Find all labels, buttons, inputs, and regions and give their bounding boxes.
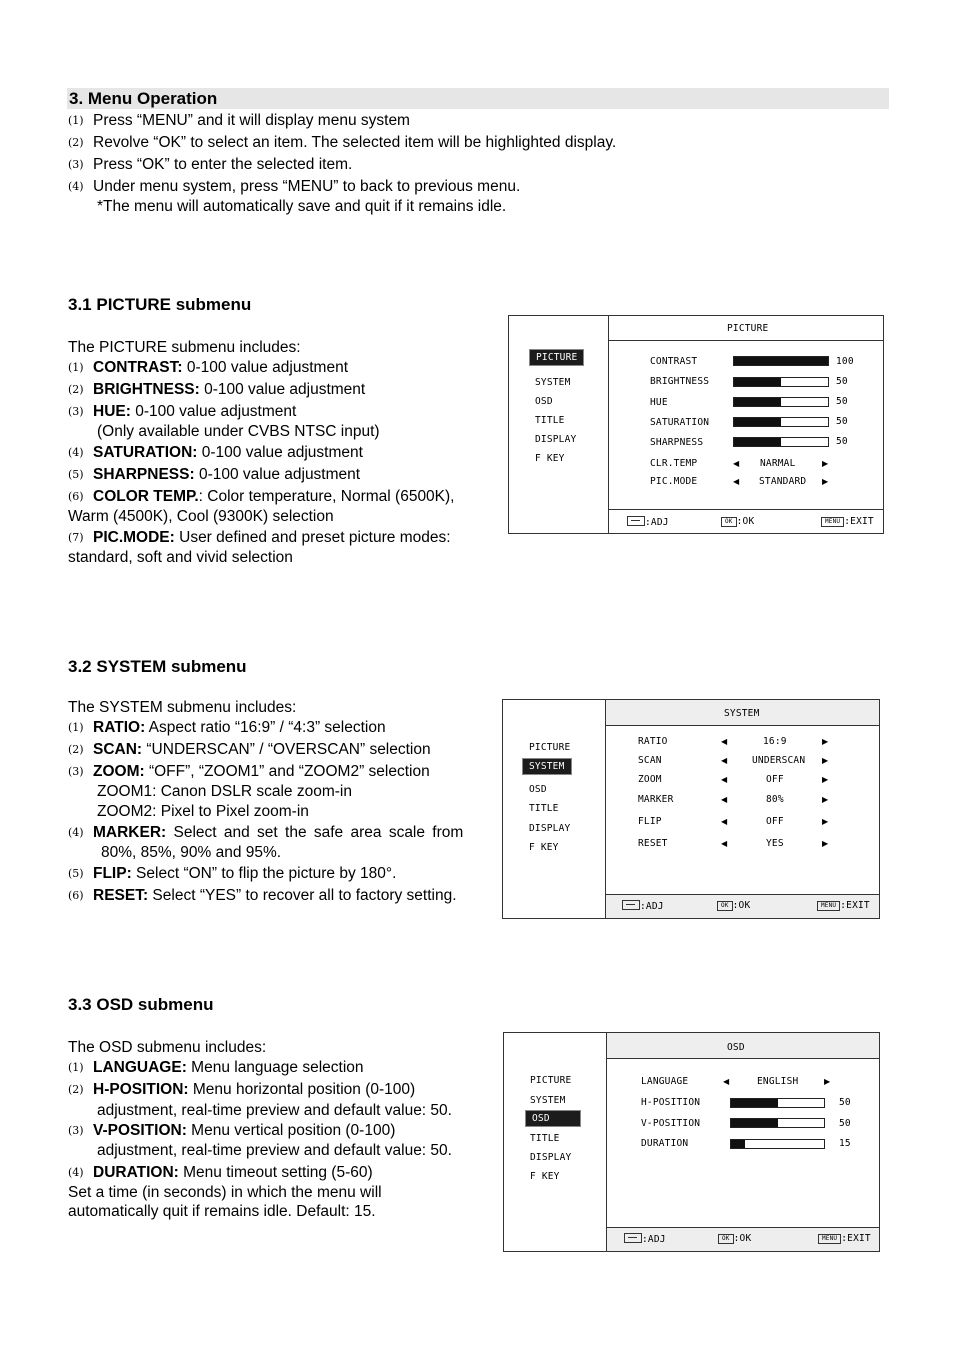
menu-header-rule bbox=[609, 340, 883, 341]
menu-row-value: 80% bbox=[766, 794, 784, 805]
slider-fill bbox=[731, 1099, 778, 1107]
sidebar-item-fkey[interactable]: F KEY bbox=[529, 842, 559, 853]
picture-menu-figure bbox=[508, 315, 884, 534]
ok-key-icon: OK bbox=[721, 517, 737, 527]
duration-cont-2: automatically quit if remains idle. Default: 15. bbox=[68, 1203, 376, 1220]
footer-adj bbox=[624, 1233, 666, 1245]
sidebar-item-picture[interactable]: PICTURE bbox=[529, 349, 584, 366]
item-num: (2) bbox=[68, 743, 84, 756]
item-text: Select “ON” to flip the picture by 180°. bbox=[131, 865, 397, 882]
menu-row-label: LANGUAGE bbox=[641, 1076, 689, 1087]
duration-slider[interactable] bbox=[730, 1139, 825, 1149]
item-num: (7) bbox=[68, 531, 84, 544]
item-text: Menu vertical position (0-100) bbox=[186, 1122, 396, 1139]
picture-item-brightness bbox=[68, 380, 365, 400]
item-label: DURATION: bbox=[93, 1164, 179, 1181]
item-num: (5) bbox=[68, 867, 84, 880]
menu-key-icon: MENU bbox=[817, 901, 840, 911]
item-text: 0-100 value adjustment bbox=[182, 359, 348, 376]
item-text: : Color temperature, Normal (6500K), bbox=[198, 488, 455, 505]
sidebar-item-system[interactable]: SYSTEM bbox=[530, 1095, 566, 1106]
left-arrow-icon[interactable]: ◀ bbox=[733, 459, 740, 468]
footer-adj bbox=[622, 900, 664, 912]
sidebar-item-fkey[interactable]: F KEY bbox=[535, 453, 565, 464]
sidebar-item-picture[interactable]: PICTURE bbox=[529, 742, 571, 753]
item-text: Select and set the safe area scale from bbox=[166, 824, 464, 841]
brightness-slider[interactable] bbox=[733, 377, 829, 387]
footer-exit-label: :EXIT bbox=[840, 900, 870, 911]
footer-ok bbox=[717, 900, 750, 911]
picture-item-sharpness bbox=[68, 465, 360, 485]
item-label: SCAN: bbox=[93, 741, 143, 758]
left-arrow-icon[interactable]: ◀ bbox=[721, 817, 728, 826]
item-label: MARKER: bbox=[93, 824, 167, 841]
osd-item-duration bbox=[68, 1163, 373, 1183]
menu-footer-rule bbox=[609, 509, 883, 510]
item-num: (4) bbox=[68, 826, 84, 839]
sidebar-item-osd[interactable]: OSD bbox=[535, 396, 553, 407]
item-text: Aspect ratio “16:9” / “4:3” selection bbox=[145, 719, 386, 736]
footer-ok bbox=[721, 516, 754, 527]
osd-item-vposition bbox=[68, 1121, 395, 1141]
left-arrow-icon[interactable]: ◀ bbox=[723, 1077, 730, 1086]
right-arrow-icon[interactable]: ▶ bbox=[822, 477, 829, 486]
slider-fill bbox=[734, 418, 781, 426]
menu-row-label: FLIP bbox=[638, 816, 662, 827]
system-menu-figure bbox=[502, 699, 880, 919]
left-arrow-icon[interactable]: ◀ bbox=[721, 737, 728, 746]
menu-row-value: 15 bbox=[839, 1138, 851, 1149]
menu-row-value: 50 bbox=[839, 1097, 851, 1108]
item-text: User defined and preset picture modes: bbox=[174, 529, 451, 546]
idle-note: *The menu will automatically save and quit if it remains idle. bbox=[97, 198, 507, 215]
item-num: (2) bbox=[68, 383, 84, 396]
menu-footer-rule bbox=[606, 894, 879, 895]
menu-row-label: BRIGHTNESS bbox=[650, 376, 710, 387]
step-4 bbox=[68, 177, 520, 197]
menu-divider bbox=[605, 700, 606, 918]
menu-row-label: PIC.MODE bbox=[650, 476, 698, 487]
item-num: (1) bbox=[68, 1061, 84, 1074]
menu-row-label: DURATION bbox=[641, 1138, 689, 1149]
system-item-flip bbox=[68, 864, 396, 884]
right-arrow-icon[interactable]: ▶ bbox=[824, 1077, 831, 1086]
slider-fill bbox=[734, 398, 781, 406]
picture-item-hue bbox=[68, 402, 296, 422]
item-text: “UNDERSCAN” / “OVERSCAN” selection bbox=[142, 741, 431, 758]
menu-row-value: 100 bbox=[836, 356, 854, 367]
hue-slider[interactable] bbox=[733, 397, 829, 407]
right-arrow-icon[interactable]: ▶ bbox=[822, 839, 829, 848]
zoom2-note: ZOOM2: Pixel to Pixel zoom-in bbox=[97, 803, 309, 820]
menu-row-value: 50 bbox=[839, 1118, 851, 1129]
right-arrow-icon[interactable]: ▶ bbox=[822, 795, 829, 804]
step-1 bbox=[68, 111, 410, 131]
system-item-zoom bbox=[68, 762, 430, 782]
menu-row-value: UNDERSCAN bbox=[752, 755, 806, 766]
item-num: (1) bbox=[68, 361, 84, 374]
sidebar-item-title[interactable]: TITLE bbox=[535, 415, 565, 426]
slider-fill bbox=[734, 438, 781, 446]
menu-divider bbox=[606, 1033, 607, 1251]
ok-key-icon: OK bbox=[718, 1234, 734, 1244]
duration-cont-1: Set a time (in seconds) in which the menu will bbox=[68, 1184, 382, 1201]
menu-header-rule bbox=[606, 725, 879, 726]
left-arrow-icon[interactable]: ◀ bbox=[721, 775, 728, 784]
menu-header-rule bbox=[607, 1058, 879, 1059]
item-num: (3) bbox=[68, 765, 84, 778]
item-text: Menu language selection bbox=[186, 1059, 364, 1076]
menu-row-value: 50 bbox=[836, 376, 848, 387]
footer-exit-label: :EXIT bbox=[841, 1233, 871, 1244]
menu-row-label: SHARPNESS bbox=[650, 437, 704, 448]
system-item-marker bbox=[68, 823, 486, 843]
slider-fill bbox=[734, 378, 781, 386]
h-position-slider[interactable] bbox=[730, 1098, 825, 1108]
item-num: (4) bbox=[68, 1166, 84, 1179]
picture-item-saturation bbox=[68, 443, 363, 463]
footer-adj-label: :ADJ bbox=[642, 1234, 666, 1245]
menu-row-value: OFF bbox=[766, 816, 784, 827]
item-label: H-POSITION: bbox=[93, 1081, 189, 1098]
menu-row-label: CLR.TEMP bbox=[650, 458, 698, 469]
item-text: 0-100 value adjustment bbox=[130, 403, 297, 420]
item-text: 0-100 value adjustment bbox=[197, 444, 363, 461]
sidebar-item-title[interactable]: TITLE bbox=[530, 1133, 560, 1144]
system-intro: The SYSTEM submenu includes: bbox=[68, 699, 297, 716]
item-num: (3) bbox=[68, 405, 84, 418]
left-arrow-icon[interactable]: ◀ bbox=[721, 795, 728, 804]
footer-ok-label: :OK bbox=[736, 516, 755, 527]
picture-item-colortemp bbox=[68, 487, 455, 507]
item-num: (4) bbox=[68, 446, 84, 459]
picture-item-contrast bbox=[68, 358, 348, 378]
item-label: SHARPNESS: bbox=[93, 466, 195, 483]
osd-item-hposition bbox=[68, 1080, 415, 1100]
contrast-slider[interactable] bbox=[733, 356, 829, 366]
item-text: Select “YES” to recover all to factory setting. bbox=[148, 887, 457, 904]
item-label: RESET: bbox=[93, 887, 149, 904]
item-text: “OFF”, “ZOOM1” and “ZOOM2” selection bbox=[144, 763, 430, 780]
sidebar-item-title[interactable]: TITLE bbox=[529, 803, 559, 814]
step-num: (4) bbox=[68, 180, 84, 193]
menu-key-icon: MENU bbox=[818, 1234, 841, 1244]
right-arrow-icon[interactable]: ▶ bbox=[822, 817, 829, 826]
footer-exit bbox=[818, 1233, 871, 1244]
system-item-reset bbox=[68, 886, 457, 906]
sidebar-item-system[interactable]: SYSTEM bbox=[535, 377, 571, 388]
menu-row-label: RESET bbox=[638, 838, 668, 849]
adjust-key-icon bbox=[622, 900, 640, 910]
item-label: V-POSITION: bbox=[93, 1122, 187, 1139]
vpos-cont: adjustment, real-time preview and default value: 50. bbox=[97, 1142, 452, 1159]
slider-fill bbox=[731, 1140, 745, 1148]
sidebar-item-display[interactable]: DISPLAY bbox=[530, 1152, 572, 1163]
adjust-key-icon bbox=[624, 1233, 642, 1243]
step-num: (3) bbox=[68, 158, 84, 171]
system-title: 3.2 SYSTEM submenu bbox=[68, 657, 247, 676]
marker-cont: 80%, 85%, 90% and 95%. bbox=[101, 844, 282, 861]
sidebar-item-osd[interactable]: OSD bbox=[529, 784, 547, 795]
menu-footer-rule bbox=[607, 1227, 879, 1228]
menu-row-value: OFF bbox=[766, 774, 784, 785]
sidebar-item-picture[interactable]: PICTURE bbox=[530, 1075, 572, 1086]
sidebar-item-system[interactable]: SYSTEM bbox=[522, 758, 572, 775]
picture-intro: The PICTURE submenu includes: bbox=[68, 339, 301, 356]
footer-exit-label: :EXIT bbox=[844, 516, 874, 527]
menu-divider bbox=[608, 316, 609, 533]
osd-title: 3.3 OSD submenu bbox=[68, 995, 214, 1014]
item-num: (6) bbox=[68, 889, 84, 902]
menu-row-value: YES bbox=[766, 838, 784, 849]
section-title: 3. Menu Operation bbox=[69, 89, 218, 108]
menu-row-label: RATIO bbox=[638, 736, 668, 747]
item-label: SATURATION: bbox=[93, 444, 198, 461]
item-label: RATIO: bbox=[93, 719, 146, 736]
sidebar-item-display[interactable]: DISPLAY bbox=[529, 823, 571, 834]
menu-row-label: SATURATION bbox=[650, 417, 710, 428]
sidebar-item-osd[interactable]: OSD bbox=[525, 1110, 581, 1127]
item-label: ZOOM: bbox=[93, 763, 145, 780]
menu-row-label: MARKER bbox=[638, 794, 674, 805]
step-3 bbox=[68, 155, 352, 175]
item-label: LANGUAGE: bbox=[93, 1059, 187, 1076]
item-label: FLIP: bbox=[93, 865, 132, 882]
item-text: 0-100 value adjustment bbox=[194, 466, 361, 483]
footer-exit bbox=[821, 516, 874, 527]
step-text: Under menu system, press “MENU” to back to previous menu. bbox=[93, 178, 521, 195]
item-label: CONTRAST: bbox=[93, 359, 183, 376]
step-text: Revolve “OK” to select an item. The selected item will be highlighted display. bbox=[93, 134, 617, 151]
picture-title: 3.1 PICTURE submenu bbox=[68, 295, 252, 314]
menu-row-label: V-POSITION bbox=[641, 1118, 701, 1129]
item-num: (3) bbox=[68, 1124, 84, 1137]
adjust-key-icon bbox=[627, 516, 645, 526]
item-text: 0-100 value adjustment bbox=[199, 381, 366, 398]
footer-exit bbox=[817, 900, 870, 911]
step-num: (2) bbox=[68, 136, 84, 149]
slider-fill bbox=[734, 357, 828, 365]
item-text: Menu timeout setting (5-60) bbox=[178, 1164, 373, 1181]
system-item-scan bbox=[68, 740, 431, 760]
slider-fill bbox=[731, 1119, 778, 1127]
osd-intro: The OSD submenu includes: bbox=[68, 1039, 267, 1056]
item-label: COLOR TEMP. bbox=[93, 488, 199, 505]
menu-row-label: ZOOM bbox=[638, 774, 662, 785]
footer-adj bbox=[627, 516, 669, 528]
sidebar-item-display[interactable]: DISPLAY bbox=[535, 434, 577, 445]
sidebar-item-fkey[interactable]: F KEY bbox=[530, 1171, 560, 1182]
item-label: BRIGHTNESS: bbox=[93, 381, 200, 398]
osd-item-language bbox=[68, 1058, 364, 1078]
ok-key-icon: OK bbox=[717, 901, 733, 911]
item-label: HUE: bbox=[93, 403, 131, 420]
menu-row-value: 50 bbox=[836, 396, 848, 407]
saturation-slider[interactable] bbox=[733, 417, 829, 427]
picmode-cont: standard, soft and vivid selection bbox=[68, 549, 293, 566]
item-num: (5) bbox=[68, 468, 84, 481]
step-text: Press “OK” to enter the selected item. bbox=[93, 156, 353, 173]
item-num: (1) bbox=[68, 721, 84, 734]
step-2 bbox=[68, 133, 616, 153]
system-item-ratio bbox=[68, 718, 386, 738]
menu-row-value: STANDARD bbox=[759, 476, 807, 487]
menu-key-icon: MENU bbox=[821, 517, 844, 527]
menu-row-value: 16:9 bbox=[763, 736, 787, 747]
v-position-slider[interactable] bbox=[730, 1118, 825, 1128]
hpos-cont: adjustment, real-time preview and default value: 50. bbox=[97, 1102, 452, 1119]
colortemp-cont: Warm (4500K), Cool (9300K) selection bbox=[68, 508, 334, 525]
picture-item-picmode bbox=[68, 528, 451, 548]
menu-row-value: NARMAL bbox=[760, 458, 796, 469]
sharpness-slider[interactable] bbox=[733, 437, 829, 447]
item-num: (2) bbox=[68, 1083, 84, 1096]
menu-row-label: H-POSITION bbox=[641, 1097, 701, 1108]
right-arrow-icon[interactable]: ▶ bbox=[822, 756, 829, 765]
menu-header: OSD bbox=[727, 1042, 745, 1053]
left-arrow-icon[interactable]: ◀ bbox=[721, 839, 728, 848]
menu-row-label: HUE bbox=[650, 397, 668, 408]
step-num: (1) bbox=[68, 114, 84, 127]
menu-row-value: ENGLISH bbox=[757, 1076, 799, 1087]
menu-row-label: CONTRAST bbox=[650, 356, 698, 367]
right-arrow-icon[interactable]: ▶ bbox=[822, 459, 829, 468]
right-arrow-icon[interactable]: ▶ bbox=[822, 775, 829, 784]
zoom1-note: ZOOM1: Canon DSLR scale zoom-in bbox=[97, 783, 352, 800]
hue-note: (Only available under CVBS NTSC input) bbox=[97, 423, 380, 440]
footer-adj-label: :ADJ bbox=[645, 517, 669, 528]
footer-ok-label: :OK bbox=[733, 1233, 752, 1244]
footer-ok-label: :OK bbox=[732, 900, 751, 911]
menu-row-value: 50 bbox=[836, 416, 848, 427]
left-arrow-icon[interactable]: ◀ bbox=[733, 477, 740, 486]
item-num: (6) bbox=[68, 490, 84, 503]
step-text: Press “MENU” and it will display menu system bbox=[93, 112, 410, 129]
footer-adj-label: :ADJ bbox=[640, 901, 664, 912]
footer-ok bbox=[718, 1233, 751, 1244]
menu-header: PICTURE bbox=[727, 323, 769, 334]
menu-row-label: SCAN bbox=[638, 755, 662, 766]
menu-header: SYSTEM bbox=[724, 708, 760, 719]
item-label: PIC.MODE: bbox=[93, 529, 175, 546]
left-arrow-icon[interactable]: ◀ bbox=[721, 756, 728, 765]
right-arrow-icon[interactable]: ▶ bbox=[822, 737, 829, 746]
menu-row-value: 50 bbox=[836, 436, 848, 447]
osd-menu-figure bbox=[503, 1032, 880, 1252]
item-text: Menu horizontal position (0-100) bbox=[188, 1081, 416, 1098]
